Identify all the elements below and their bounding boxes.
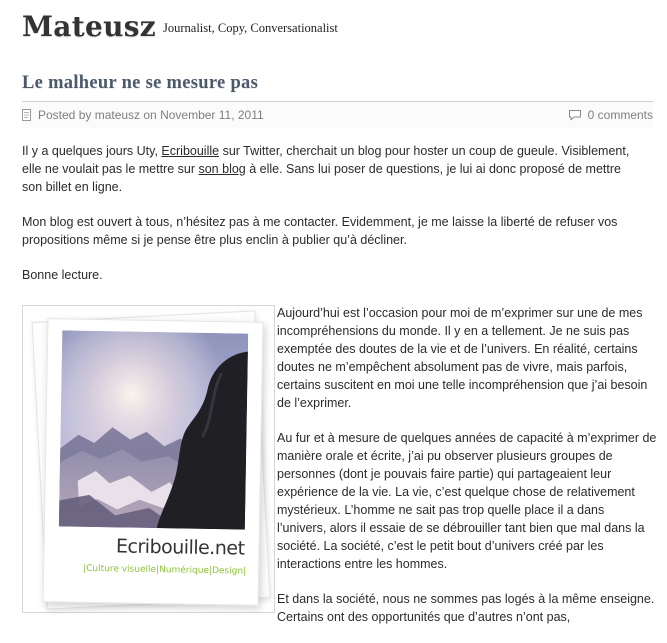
post-intro: [22, 142, 642, 301]
body-paragraph-2: Au fur et à mesure de quelques années de capacité à m’exprimer de manière orale et écrite, j’ai pu observer plusieurs groupes de personnes (dont je pouvais faire partie) qui partageaient leur expérience de la vie. La vie, c’est quelque chose de relativement mystérieux. L’homme ne sait pas trop quelle place il a dans l’univers, alors il essaie de se débrouiller tant bien que mal dans la société. La société, c’est le petit bout d’univers créé par les interactions entre les hommes.: [277, 431, 657, 571]
post-byline: [22, 108, 264, 122]
post-image[interactable]: [22, 305, 275, 613]
site-tagline: Journalist, Copy, Conversationalist: [163, 21, 338, 35]
body-paragraph-3: Et dans la société, nous ne sommes pas logés à la même enseigne. Certains ont des opportunités que d’autres n’ont pas,: [277, 592, 655, 624]
post-meta-bar: [22, 101, 653, 128]
byline-text: Posted by mateusz on November 11, 2011: [38, 108, 264, 122]
mountain-photo: [59, 330, 248, 529]
document-icon: [22, 109, 31, 121]
polaroid-frame: [43, 318, 264, 606]
intro-text-1: Il y a quelques jours Uty,: [22, 144, 162, 158]
intro-paragraph-2: Mon blog est ouvert à tous, n’hésitez pas à me contacter. Evidemment, je me laisse la liberté de refuser vos propositions même si je pense être plus enclin à publier qu’à décliner.: [22, 215, 618, 247]
intro-text-3: à elle. Sans lui poser de questions, je lui ai donc proposé de mettre son billet en ligne.: [22, 162, 621, 194]
site-header: [22, 10, 657, 50]
post-body: [277, 304, 657, 643]
intro-paragraph-1: [22, 142, 642, 196]
intro-paragraph-3: Bonne lecture.: [22, 268, 103, 282]
comments-count[interactable]: 0 comments: [587, 108, 653, 122]
comment-bubble-icon: [568, 109, 582, 121]
post-title[interactable]: Le malheur ne se mesure pas: [22, 73, 259, 93]
son-blog-link[interactable]: son blog: [198, 162, 246, 176]
comments-link[interactable]: [568, 108, 653, 122]
ecribouille-brand-name: Ecribouille.net: [115, 535, 245, 560]
intro-text-2: sur Twitter, cherchait un blog pour hoster un coup de gueule. Visiblement, elle ne voulait pas le mettre sur: [22, 144, 630, 176]
site-title[interactable]: Mateusz: [22, 10, 157, 43]
ecribouille-link[interactable]: Ecribouille: [161, 144, 220, 158]
body-paragraph-1: Aujourd’hui est l’occasion pour moi de m’exprimer sur une de mes incompréhensions du monde. Il y en a tellement. Je ne suis pas exemptée des doutes de la vie et de l’univers. En réalité, certains doutes ne m’empêchent absolument pas de vivre, mais parfois, certains suscitent en moi une telle incompréhension que j’ai besoin de l’exprimer.: [277, 306, 648, 410]
ecribouille-brand-subtitle: |Culture visuelle|Numérique|Design|: [83, 563, 247, 577]
